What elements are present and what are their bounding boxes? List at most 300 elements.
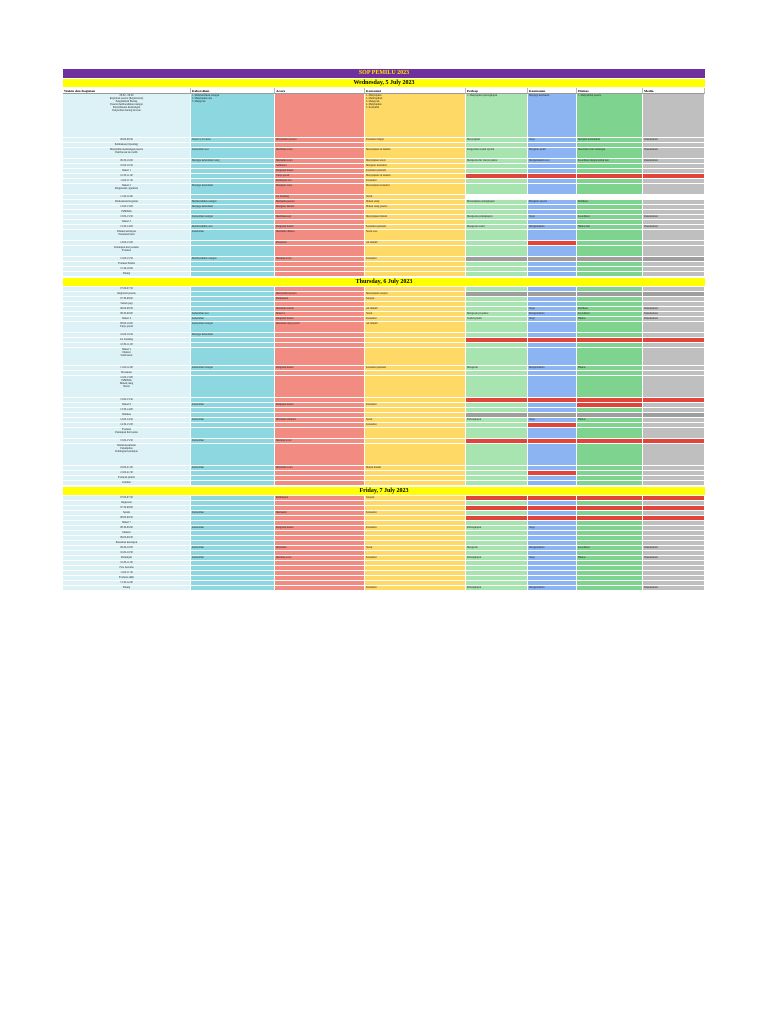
- cell-media: Dokumentasi: [643, 556, 705, 561]
- cell-kegiatan: 09.30-10.00: [63, 159, 191, 164]
- cell-humas: [577, 376, 643, 398]
- cell-kegiatan: 08.30-09.00: [63, 312, 191, 317]
- cell-acara: [275, 272, 365, 277]
- cell-kebersihan: Menjaga kebersihan ruang: [191, 159, 275, 164]
- cell-keamanan: Siaga: [528, 138, 577, 143]
- cell-keamanan: Mengatur parkir: [528, 148, 577, 159]
- cell-keamanan: Siaga: [528, 317, 577, 322]
- cell-konsumsi: Konsumsi: [365, 526, 466, 531]
- cell-konsumsi: Snack: [365, 546, 466, 551]
- cell-perkap: [466, 376, 528, 398]
- cell-kegiatan: Simulasi: [63, 413, 191, 418]
- cell-kebersihan: Membersihkan area: [191, 225, 275, 230]
- cell-keamanan: [528, 246, 577, 257]
- cell-keamanan: Mengamankan: [528, 366, 577, 371]
- column-header-acara: Acara: [275, 88, 365, 94]
- cell-konsumsi: Mengatur konsumsi: [365, 164, 466, 169]
- cell-kegiatan: Materi 4: [63, 317, 191, 322]
- cell-acara: Memandu simulasi: [275, 418, 365, 423]
- cell-perkap: Perlengkapan: [466, 556, 528, 561]
- cell-acara: Penutupan sesi: [275, 179, 365, 184]
- column-header-kegiatan: Waktu dan Kegiatan: [63, 88, 191, 94]
- cell-kegiatan: 09.00-09.30: [63, 536, 191, 541]
- cell-konsumsi: Konsumsi ringan: [365, 138, 466, 143]
- cell-kebersihan: Kebersihan ruangan: [191, 215, 275, 220]
- cell-kegiatan: 10.30-11.00: [63, 343, 191, 348]
- cell-acara: Menyambut peserta: [275, 292, 365, 297]
- cell-konsumsi: Konsumsi: [365, 257, 466, 262]
- cell-humas: Koordinasi dengan pihak luar: [577, 159, 643, 164]
- cell-kegiatan: 07.00-07.30: [63, 287, 191, 292]
- cell-humas: [577, 428, 643, 439]
- cell-perkap: [466, 272, 528, 277]
- cell-keamanan: Siaga: [528, 556, 577, 561]
- cell-kebersihan: Menjaga kebersihan: [191, 205, 275, 210]
- cell-kebersihan: 1. Membersihkan ruangan 2. Menyiapkan alat 3. Mengecek: [191, 94, 275, 138]
- cell-konsumsi: [365, 348, 466, 366]
- cell-kegiatan: Pelaksanaan Kegiatan: [63, 200, 191, 205]
- cell-konsumsi: Konsumsi: [365, 586, 466, 591]
- cell-acara: Memandu peserta: [275, 200, 365, 205]
- cell-acara: [275, 348, 365, 366]
- cell-kegiatan: 11.30-12.00: [63, 195, 191, 200]
- cell-keamanan: Mengamankan area: [528, 159, 577, 164]
- cell-kegiatan: Materi 5 Diskusi Studi kasus: [63, 348, 191, 366]
- schedule-row: [63, 322, 705, 333]
- column-header-humas: Humas: [577, 88, 643, 94]
- cell-keamanan: [528, 184, 577, 195]
- cell-perkap: Mengecek: [466, 546, 528, 551]
- cell-acara: Materi 4: [275, 312, 365, 317]
- cell-konsumsi: [365, 376, 466, 398]
- cell-kebersihan: Membersihkan ruangan: [191, 200, 275, 205]
- cell-perkap: [466, 348, 528, 366]
- cell-kebersihan: Kebersihan ruangan: [191, 322, 275, 333]
- cell-kegiatan: Pembukaan (Opening): [63, 143, 191, 148]
- cell-kegiatan: 07.00-07.30: [63, 496, 191, 501]
- cell-keamanan: Mengamankan: [528, 586, 577, 591]
- cell-humas: Humas: [577, 317, 643, 322]
- cell-konsumsi: [365, 246, 466, 257]
- cell-media: [643, 348, 705, 366]
- cell-kegiatan: 13.30-14.00: [63, 408, 191, 413]
- cell-humas: Humas: [577, 556, 643, 561]
- cell-acara: Sambutan: [275, 164, 365, 169]
- cell-perkap: Mengecek sound: [466, 225, 528, 230]
- cell-kegiatan: 10.00-10.30: [63, 333, 191, 338]
- column-header-keamanan: Keamanan: [528, 88, 577, 94]
- cell-konsumsi: Snack sore: [365, 230, 466, 241]
- cell-konsumsi: Menyiapkan snack: [365, 159, 466, 164]
- cell-kegiatan: 10.30-11.00: [63, 174, 191, 179]
- cell-media: [643, 184, 705, 195]
- cell-acara: Memandu acara: [275, 159, 365, 164]
- cell-perkap: Mengecek perlengkapan: [466, 215, 528, 220]
- cell-konsumsi: Konsumsi pemateri: [365, 366, 466, 371]
- cell-perkap: [466, 444, 528, 466]
- cell-kegiatan: Presentasi: [63, 371, 191, 376]
- cell-acara: Menutup acara: [275, 439, 365, 444]
- cell-kegiatan: 13.30-14.00: [63, 225, 191, 230]
- cell-humas: [577, 586, 643, 591]
- cell-media: [643, 444, 705, 466]
- cell-kebersihan: Menjaga kebersihan: [191, 333, 275, 338]
- cell-kegiatan: 09.00-09.30: [63, 138, 191, 143]
- cell-kegiatan: Malam keakraban Penampilan Pembagian kelompok: [63, 444, 191, 466]
- cell-acara: Pengisian materi: [275, 526, 365, 531]
- cell-acara: [275, 481, 365, 486]
- schedule-row: [63, 376, 705, 398]
- cell-kebersihan: Stand by di lokasi: [191, 138, 275, 143]
- cell-konsumsi: [365, 444, 466, 466]
- cell-kegiatan: 08.00-08.30: [63, 516, 191, 521]
- cell-acara: Mengatur acara: [275, 184, 365, 195]
- cell-acara: Memandu acara: [275, 466, 365, 471]
- cell-keamanan: [528, 444, 577, 466]
- cell-kegiatan: 12.00-13.00 ISHOMA Makan siang Sholat: [63, 376, 191, 398]
- cell-kegiatan: Foto bersama: [63, 566, 191, 571]
- column-header-media: Media: [643, 88, 705, 94]
- cell-humas: Humas: [577, 418, 643, 423]
- cell-keamanan: Mengamankan: [528, 225, 577, 230]
- sheet-title: SOP PEMILU 2023: [63, 69, 705, 78]
- cell-perkap: Mengecek proyektor: [466, 312, 528, 317]
- cell-konsumsi: Makan malam: [365, 466, 466, 471]
- cell-keamanan: [528, 376, 577, 398]
- cell-kegiatan: 15.00-15.30: [63, 257, 191, 262]
- cell-kegiatan: 12.00-13.00: [63, 205, 191, 210]
- cell-kebersihan: Kebersihan: [191, 556, 275, 561]
- cell-media: [643, 230, 705, 241]
- cell-humas: 1. Menyambut peserta: [577, 94, 643, 138]
- cell-kegiatan: 11.30-12.00: [63, 581, 191, 586]
- cell-acara: [275, 94, 365, 138]
- cell-acara: [275, 376, 365, 398]
- cell-kegiatan: Diskusi kelompok Presentasi hasil: [63, 230, 191, 241]
- cell-konsumsi: Konsumsi: [365, 511, 466, 516]
- cell-kegiatan: 08.30-09.00: [63, 526, 191, 531]
- cell-konsumsi: [365, 481, 466, 486]
- cell-kegiatan: 15.00-15.30: [63, 439, 191, 444]
- cell-konsumsi: Air minum: [365, 307, 466, 312]
- cell-humas: [577, 230, 643, 241]
- cell-kegiatan: Ice breaking: [63, 338, 191, 343]
- cell-kebersihan: Kebersihan: [191, 526, 275, 531]
- day-header: Friday, 7 July 2023: [63, 486, 705, 496]
- cell-keamanan: Siaga: [528, 215, 577, 220]
- cell-kebersihan: [191, 586, 275, 591]
- cell-perkap: 1. Menyiapkan perlengkapan: [466, 94, 528, 138]
- cell-media: Dokumentasi: [643, 586, 705, 591]
- cell-acara: Membuka sesi: [275, 215, 365, 220]
- cell-konsumsi: [365, 428, 466, 439]
- cell-perkap: Sound system: [466, 317, 528, 322]
- cell-humas: Humas luar: [577, 225, 643, 230]
- cell-kebersihan: Menjaga kebersihan: [191, 184, 275, 195]
- cell-keamanan: Mengamankan: [528, 312, 577, 317]
- cell-konsumsi: Menyiapkan sarapan: [365, 292, 466, 297]
- cell-media: [643, 272, 705, 277]
- cell-humas: Humas: [577, 366, 643, 371]
- cell-kegiatan: Materi 1: [63, 169, 191, 174]
- day-header: Wednesday, 5 July 2023: [63, 78, 705, 88]
- cell-humas: [577, 272, 643, 277]
- cell-perkap: Mengecek mic dan proyektor: [466, 159, 528, 164]
- cell-acara: Memandu: [275, 546, 365, 551]
- cell-humas: Koordinasi: [577, 546, 643, 551]
- cell-media: Dokumentasi: [643, 317, 705, 322]
- cell-kegiatan: 08.00-08.30: [63, 307, 191, 312]
- cell-kebersihan: [191, 428, 275, 439]
- cell-kegiatan: 11.00-11.30: [63, 179, 191, 184]
- cell-acara: Memandu diskusi: [275, 230, 365, 241]
- cell-konsumsi: Snack: [365, 195, 466, 200]
- cell-perkap: Perlengkapan: [466, 586, 528, 591]
- cell-keamanan: Menjaga keamanan: [528, 94, 577, 138]
- cell-humas: [577, 322, 643, 333]
- schedule-row: [63, 94, 705, 138]
- cell-media: [643, 94, 705, 138]
- cell-keamanan: [528, 428, 577, 439]
- cell-kebersihan: Kebersihan: [191, 403, 275, 408]
- cell-humas: [577, 184, 643, 195]
- cell-humas: Koordinasi: [577, 215, 643, 220]
- day-header: Thursday, 6 July 2023: [63, 277, 705, 287]
- cell-acara: Menutup acara: [275, 556, 365, 561]
- cell-kegiatan: Pulang: [63, 586, 191, 591]
- cell-acara: Memandu: [275, 511, 365, 516]
- cell-konsumsi: Menyiapkan minum: [365, 215, 466, 220]
- cell-konsumsi: 1. Menyiapkan 2. Membagikan 3. Mengecek 4. Menyiapkan 5. Konsumsi: [365, 94, 466, 138]
- column-header-konsumsi: Konsumsi: [365, 88, 466, 94]
- cell-kegiatan: Materi 6: [63, 403, 191, 408]
- schedule-row: [63, 230, 705, 241]
- cell-acara: Pengisian materi: [275, 225, 365, 230]
- schedule-row: [63, 272, 705, 277]
- cell-kegiatan: 10.30-11.00: [63, 561, 191, 566]
- cell-kegiatan: 08.00 - 09.00 Registrasi peserta (Registration) Pengambilan Barang Peserta membersihkan ruangan Penyambutan Kedatangan Penyerahan barang bawaan: [63, 94, 191, 138]
- cell-perkap: Perlengkapan: [466, 526, 528, 531]
- cell-konsumsi: Menyiapkan air minum: [365, 174, 466, 179]
- cell-kebersihan: Kebersihan area: [191, 148, 275, 159]
- cell-humas: Menerima tamu undangan: [577, 148, 643, 159]
- cell-acara: Mengatur ishoma: [275, 205, 365, 210]
- cell-acara: Pembukaan: [275, 297, 365, 302]
- cell-media: [643, 428, 705, 439]
- cell-keamanan: [528, 481, 577, 486]
- cell-humas: [577, 348, 643, 366]
- cell-kegiatan: Penutupan hari pertama Evaluasi: [63, 246, 191, 257]
- cell-kebersihan: Kebersihan ruangan: [191, 366, 275, 371]
- cell-konsumsi: Sarapan: [365, 297, 466, 302]
- cell-kegiatan: 15.30-16.00: [63, 267, 191, 272]
- cell-konsumsi: Air minum: [365, 322, 466, 333]
- cell-kegiatan: 14.00-15.00: [63, 241, 191, 246]
- cell-humas: Menjalin komunikasi: [577, 138, 643, 143]
- cell-humas: [577, 444, 643, 466]
- cell-kegiatan: Senam pagi: [63, 302, 191, 307]
- cell-konsumsi: Makan siang peserta: [365, 205, 466, 210]
- cell-kegiatan: 11.00-12.00: [63, 366, 191, 371]
- cell-kebersihan: Kebersihan: [191, 546, 275, 551]
- cell-konsumsi: Makan siang: [365, 200, 466, 205]
- cell-media: Dokumentasi: [643, 215, 705, 220]
- cell-acara: Tanya jawab: [275, 174, 365, 179]
- cell-keamanan: [528, 272, 577, 277]
- cell-kegiatan: Materi 2 Pengenalan organisasi: [63, 184, 191, 195]
- cell-perkap: [466, 230, 528, 241]
- cell-kegiatan: 13.00-13.30: [63, 398, 191, 403]
- cell-keamanan: Siaga: [528, 418, 577, 423]
- schedule-row: [63, 586, 705, 591]
- cell-kegiatan: Materi 7: [63, 521, 191, 526]
- cell-konsumsi: Snack: [365, 418, 466, 423]
- schedule-row: [63, 246, 705, 257]
- cell-acara: Membuka acara: [275, 148, 365, 159]
- cell-acara: Memandu senam: [275, 307, 365, 312]
- cell-konsumsi: [365, 272, 466, 277]
- cell-kegiatan: 10.00-10.30: [63, 164, 191, 169]
- cell-konsumsi: Konsumsi: [365, 423, 466, 428]
- cell-perkap: Perlengkapan: [466, 418, 528, 423]
- cell-acara: Pembukaan: [275, 496, 365, 501]
- cell-media: Dokumentasi: [643, 225, 705, 230]
- cell-perkap: [466, 246, 528, 257]
- cell-kegiatan: 07.30-08.00: [63, 506, 191, 511]
- cell-kebersihan: [191, 376, 275, 398]
- cell-konsumsi: Menyiapkan air minum: [365, 148, 466, 159]
- cell-acara: Memandu tanya jawab: [275, 322, 365, 333]
- cell-perkap: Mengecek: [466, 366, 528, 371]
- cell-konsumsi: Konsumsi: [365, 403, 466, 408]
- cell-kebersihan: Kebersihan: [191, 317, 275, 322]
- cell-konsumsi: Air minum: [365, 241, 466, 246]
- schedule-row: [63, 184, 705, 195]
- cell-kegiatan: 21.00-21.30: [63, 471, 191, 476]
- cell-kebersihan: Kebersihan area: [191, 312, 275, 317]
- cell-acara: Pengisian materi: [275, 317, 365, 322]
- cell-keamanan: Mengamankan: [528, 546, 577, 551]
- cell-acara: Pengisian materi: [275, 169, 365, 174]
- cell-humas: Publikasi: [577, 307, 643, 312]
- cell-konsumsi: Konsumsi pemateri: [365, 169, 466, 174]
- cell-kegiatan: Evaluasi Penutupan hari kedua: [63, 428, 191, 439]
- cell-humas: Publikasi: [577, 200, 643, 205]
- cell-konsumsi: Konsumsi: [365, 556, 466, 561]
- cell-konsumsi: Snack: [365, 312, 466, 317]
- cell-perkap: Menyiapkan: [466, 138, 528, 143]
- cell-acara: [275, 246, 365, 257]
- cell-kebersihan: [191, 444, 275, 466]
- cell-kegiatan: Senam: [63, 511, 191, 516]
- schedule-body: [63, 78, 705, 591]
- cell-humas: [577, 481, 643, 486]
- column-header-kebersihan: Kebersihan: [191, 88, 275, 94]
- column-header-perkap: Perkap: [466, 88, 528, 94]
- cell-kebersihan: [191, 348, 275, 366]
- cell-kegiatan: Evaluasi akhir: [63, 576, 191, 581]
- cell-konsumsi: Konsumsi: [365, 179, 466, 184]
- cell-kegiatan: 14.30-15.00: [63, 423, 191, 428]
- cell-keamanan: [528, 322, 577, 333]
- cell-kebersihan: [191, 481, 275, 486]
- cell-kegiatan: 09.30-10.00: [63, 546, 191, 551]
- schedule-row: [63, 348, 705, 366]
- cell-acara: Menyambut peserta: [275, 138, 365, 143]
- cell-keamanan: [528, 348, 577, 366]
- cell-acara: Ice breaking: [275, 195, 365, 200]
- cell-kegiatan: 09.00-10.00 Tanya jawab: [63, 322, 191, 333]
- cell-media: Dokumentasi: [643, 159, 705, 164]
- cell-keamanan: Mengatur peserta: [528, 200, 577, 205]
- schedule-row: [63, 148, 705, 159]
- cell-media: Dokumentasi: [643, 148, 705, 159]
- cell-kebersihan: Kebersihan: [191, 439, 275, 444]
- cell-kegiatan: 13.00-13.30: [63, 215, 191, 220]
- cell-kegiatan: Registrasi: [63, 501, 191, 506]
- cell-perkap: Pengecekan sound system: [466, 148, 528, 159]
- cell-media: Dokumentasi: [643, 546, 705, 551]
- cell-kegiatan: Menyambut kedatangan peserta Pembacaan tata tertib: [63, 148, 191, 159]
- cell-kegiatan: 11.00-11.30: [63, 571, 191, 576]
- cell-konsumsi: Menyiapkan konsumsi: [365, 184, 466, 195]
- schedule-row: [63, 444, 705, 466]
- cell-kegiatan: Penutupan: [63, 556, 191, 561]
- cell-humas: [577, 246, 643, 257]
- cell-media: Dokumentasi: [643, 312, 705, 317]
- cell-kebersihan: Kebersihan: [191, 230, 275, 241]
- cell-kegiatan: Diskusi: [63, 531, 191, 536]
- cell-konsumsi: Sarapan: [365, 496, 466, 501]
- cell-perkap: Menyiapkan perlengkapan: [466, 200, 528, 205]
- cell-media: [643, 481, 705, 486]
- cell-kegiatan: Materi 3: [63, 220, 191, 225]
- cell-media: Dokumentasi: [643, 307, 705, 312]
- cell-acara: Pengisian materi: [275, 403, 365, 408]
- cell-perkap: [466, 481, 528, 486]
- cell-kegiatan: Evaluasi Panitia: [63, 262, 191, 267]
- cell-media: [643, 322, 705, 333]
- schedule-row: [63, 428, 705, 439]
- cell-kegiatan: ISHOMA: [63, 210, 191, 215]
- cell-kebersihan: [191, 272, 275, 277]
- cell-keamanan: Siaga: [528, 307, 577, 312]
- schedule-sheet: [63, 69, 705, 591]
- cell-kegiatan: 14.00-14.30: [63, 418, 191, 423]
- schedule-row: [63, 481, 705, 486]
- cell-kegiatan: 10.00-10.30: [63, 551, 191, 556]
- cell-keamanan: Siaga: [528, 526, 577, 531]
- cell-acara: [275, 444, 365, 466]
- cell-media: Dokumentasi: [643, 138, 705, 143]
- cell-konsumsi: Konsumsi: [365, 317, 466, 322]
- cell-kegiatan: Registrasi peserta: [63, 292, 191, 297]
- cell-kegiatan: Presentasi kelompok: [63, 541, 191, 546]
- cell-media: [643, 376, 705, 398]
- cell-acara: [275, 586, 365, 591]
- cell-kebersihan: [191, 246, 275, 257]
- cell-kegiatan: Evaluasi panitia: [63, 476, 191, 481]
- cell-perkap: [466, 184, 528, 195]
- cell-kebersihan: Kebersihan: [191, 418, 275, 423]
- cell-acara: Pengisian materi: [275, 366, 365, 371]
- cell-perkap: [466, 322, 528, 333]
- cell-kegiatan: 19.00-21.00: [63, 466, 191, 471]
- cell-kegiatan: Pulang: [63, 272, 191, 277]
- cell-perkap: [466, 428, 528, 439]
- cell-kebersihan: Kebersihan: [191, 466, 275, 471]
- cell-keamanan: [528, 230, 577, 241]
